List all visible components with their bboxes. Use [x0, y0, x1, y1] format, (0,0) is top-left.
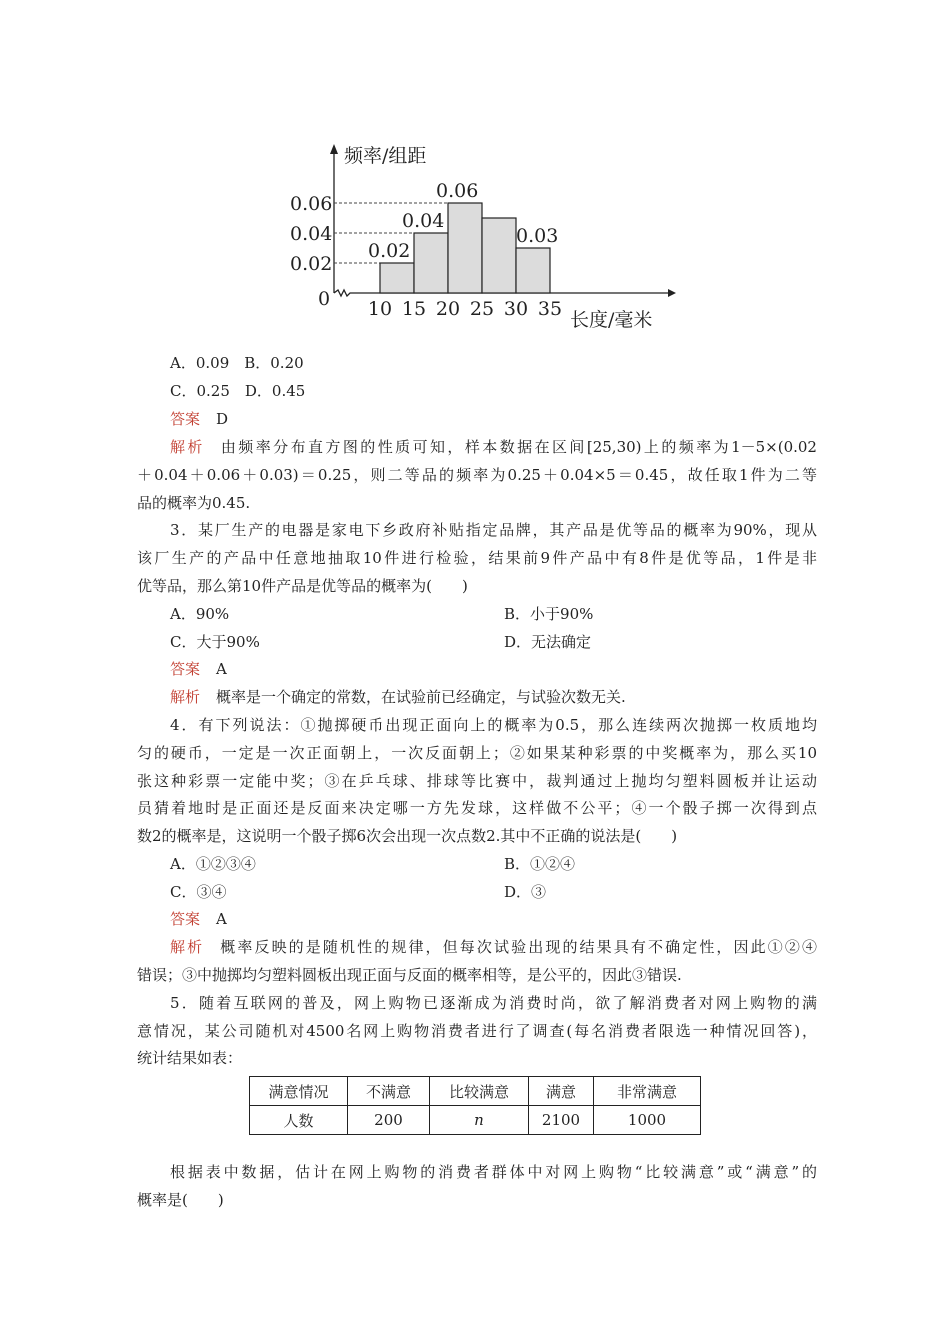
x-tick-label: 35: [537, 298, 563, 320]
y-tick-label: 0.02: [290, 253, 333, 275]
q2-analysis-2: ＋0.04＋0.06＋0.03)＝0.25，则二等品的频率为0.25＋0.04×5＝0.45，故任取1件为二等: [137, 466, 817, 484]
table-cell: 2100: [529, 1106, 594, 1135]
table-cell: 不满意: [348, 1077, 430, 1106]
x-axis-arrow-icon: [668, 289, 676, 297]
q4-option-b: B．①②④: [504, 855, 576, 873]
q5-after-2: 概率是( ): [137, 1191, 224, 1209]
q4-stem-4: 员猜着地时是正面还是反面来决定哪一方先发球，这样做不公平；④一个骰子掷一次得到点: [137, 799, 817, 817]
q4-analysis-1: [170, 937, 817, 957]
y-axis-arrow-icon: [330, 144, 338, 154]
q4-answer: [170, 909, 817, 929]
q4-option-c: C．③④: [170, 883, 227, 901]
q4-stem-2: 匀的硬币，一定是一次正面朝上，一次反面朝上；②如果某种彩票的中奖概率为，那么买10: [137, 744, 817, 762]
answer-label: 答案: [170, 410, 201, 428]
frequency-histogram: [280, 140, 680, 340]
q4-option-d: D．③: [504, 883, 547, 901]
table-cell: 满意: [529, 1077, 594, 1106]
origin-label: 0: [318, 288, 331, 310]
q3-stem-3: 优等品，那么第10件产品是优等品的概率为( ): [137, 577, 468, 595]
q2-analysis-1: [170, 437, 817, 457]
y-tick-label: 0.04: [290, 223, 333, 245]
table-header-row: [250, 1077, 701, 1106]
q4-analysis-2: 错误；③中抛掷均匀塑料圆板出现正面与反面的概率相等，是公平的，因此③错误.: [137, 966, 682, 984]
table-cell: 比较满意: [430, 1077, 529, 1106]
y-tick-label: 0.06: [290, 193, 333, 215]
histogram-bar: [516, 248, 550, 293]
table-cell: 满意情况: [250, 1077, 348, 1106]
q3-answer: [170, 659, 817, 679]
histogram-bar: [380, 263, 414, 293]
q5-stem-2: 意情况，某公司随机对4500名网上购物消费者进行了调查(每名消费者限选一种情况回答)，: [137, 1022, 817, 1040]
q5-stem-3: 统计结果如表：: [137, 1049, 243, 1067]
answer-value: D: [216, 410, 229, 428]
x-tick-label: 20: [435, 298, 461, 320]
q4-option-a: A．①②③④: [170, 855, 256, 873]
table-cell: n: [430, 1106, 529, 1135]
q3-option-b: B．小于90%: [504, 605, 594, 623]
histogram-bar: [482, 218, 516, 293]
analysis-text: 概率是一个确定的常数，在试验前已经确定，与试验次数无关.: [216, 688, 626, 706]
q4-stem-5: 数2的概率是，这说明一个骰子掷6次会出现一次点数2.其中不正确的说法是( ): [137, 827, 678, 845]
bar-label: 0.03: [516, 225, 559, 247]
q2-options-1: A．0.09 B．0.20: [170, 354, 304, 372]
q5-after-1: 根据表中数据，估计在网上购物的消费者群体中对网上购物“比较满意”或“满意”的: [170, 1163, 817, 1181]
bar-label: 0.06: [436, 180, 479, 202]
q4-stem-3: 张这种彩票一定能中奖；③在乒乓球、排球等比赛中，裁判通过上抛均匀塑料圆板并让运动: [137, 772, 817, 790]
table-cell: 人数: [250, 1106, 348, 1135]
q3-analysis: [170, 687, 817, 707]
q3-stem-2: 该厂生产的产品中任意地抽取10件进行检验，结果前9件产品中有8件是优等品，1件是非: [137, 549, 817, 567]
table-cell: 1000: [594, 1106, 701, 1135]
survey-table: [249, 1076, 701, 1135]
q3-option-c: C．大于90%: [170, 633, 260, 651]
q3-stem-1: 3．某厂生产的电器是家电下乡政府补贴指定品牌，其产品是优等品的概率为90%，现从: [170, 521, 817, 539]
q2-options-2: C．0.25 D．0.45: [170, 382, 306, 400]
histogram-bar: [414, 233, 448, 293]
analysis-label: 解析: [170, 438, 205, 456]
analysis-label: 解析: [170, 938, 205, 956]
x-tick-label: 15: [401, 298, 427, 320]
answer-label: 答案: [170, 660, 201, 678]
x-tick-label: 25: [469, 298, 495, 320]
q3-option-d: D．无法确定: [504, 633, 592, 651]
table-row: [250, 1106, 701, 1135]
analysis-label: 解析: [170, 688, 201, 706]
x-tick-label: 10: [367, 298, 393, 320]
q5-stem-1: 5．随着互联网的普及，网上购物已逐渐成为消费时尚，欲了解消费者对网上购物的满: [170, 994, 817, 1012]
answer-value: A: [216, 660, 227, 678]
analysis-text: 由频率分布直方图的性质可知，样本数据在区间[25,30)上的频率为1－5×(0.02: [220, 438, 817, 456]
q2-analysis-3: 品的概率为0.45.: [137, 494, 251, 512]
table-cell: 非常满意: [594, 1077, 701, 1106]
bar-label: 0.04: [402, 210, 445, 232]
y-axis-label: 频率/组距: [344, 145, 427, 167]
histogram-bar: [448, 203, 482, 293]
answer-value: A: [216, 910, 227, 928]
analysis-text: 概率反映的是随机性的规律，但每次试验出现的结果具有不确定性，因此①②④: [220, 938, 817, 956]
q3-option-a: A．90%: [170, 605, 230, 623]
q4-stem-1: 4．有下列说法：①抛掷硬币出现正面向上的概率为0.5，那么连续两次抛掷一枚质地均: [170, 716, 817, 734]
x-axis-label: 长度/毫米: [570, 309, 653, 331]
table-cell: 200: [348, 1106, 430, 1135]
bar-label: 0.02: [368, 240, 411, 262]
x-tick-label: 30: [503, 298, 529, 320]
q2-answer: [170, 409, 817, 429]
answer-label: 答案: [170, 910, 201, 928]
